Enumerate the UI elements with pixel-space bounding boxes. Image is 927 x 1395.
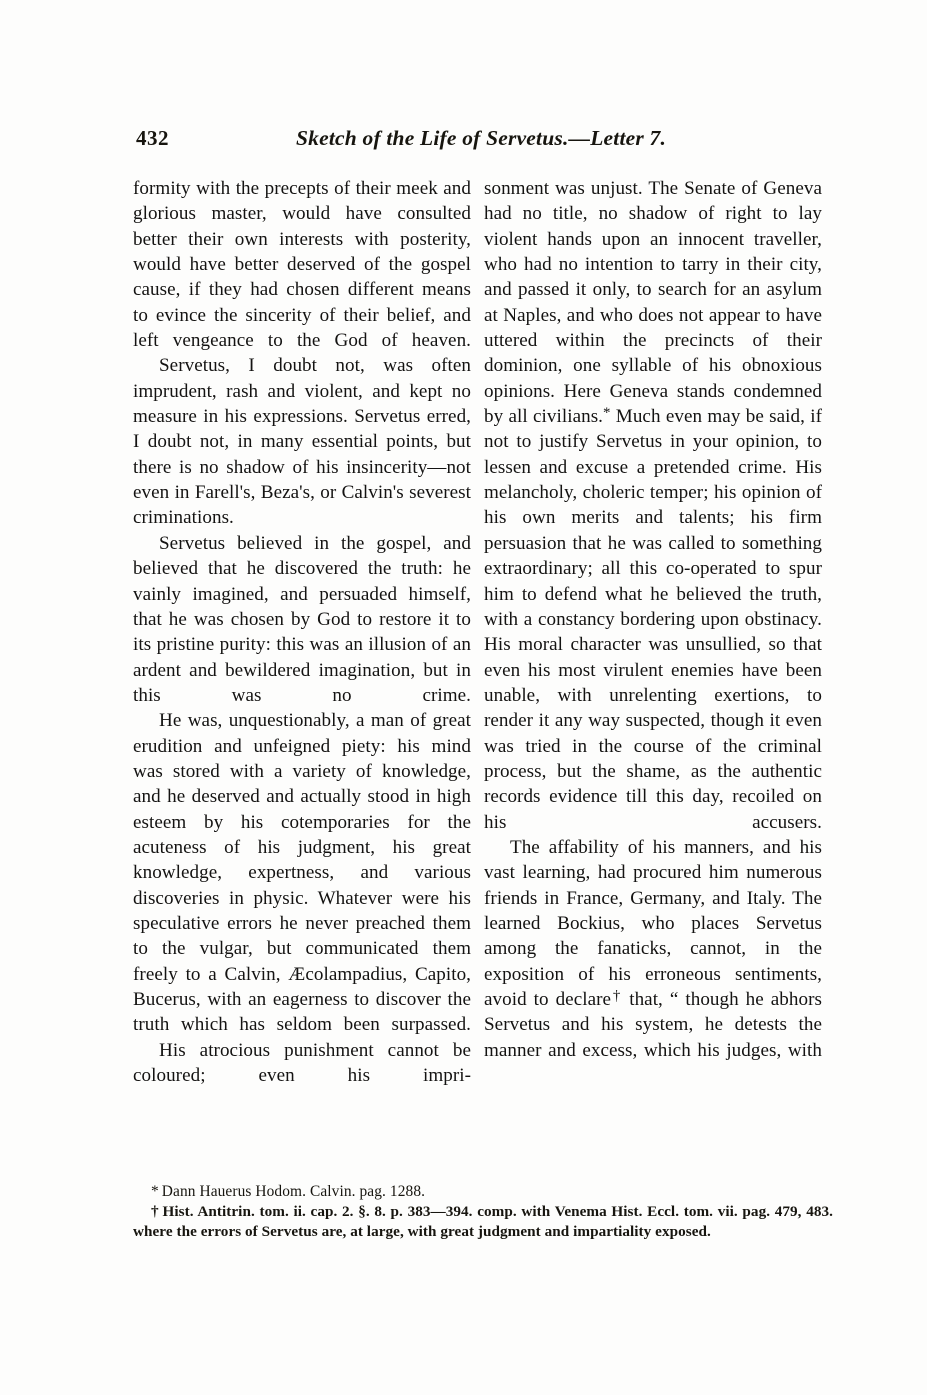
footnote (133, 1182, 833, 1202)
paragraph: Servetus believed in the gospel, and believed that he discovered the truth: he vainly imagined, and persuaded himself, that he was chosen by God to restore it to its pristine purity: this was an illusion of an ardent and bewildered imagination, but in this was no crime. (133, 532, 471, 706)
column-right (484, 176, 822, 1063)
footnotes (133, 1182, 833, 1241)
footnote-marker-dagger: † (151, 1203, 160, 1220)
page-number: 432 (136, 126, 169, 150)
paragraph: His atrocious punishment cannot be coloured; even his impri- (133, 1039, 471, 1087)
footnote-ref-dagger[interactable]: † (611, 988, 623, 1005)
footnote-ref-asterisk[interactable]: * (603, 405, 611, 422)
paragraph: formity with the precepts of their meek and glorious master, would have consulted better their own interests with posterity, would have better deserved of the gospel cause, if they had chosen different means to evince the sincerity of their belief, and left vengeance to the God of heaven. (133, 178, 471, 352)
running-title: Sketch of the Life of Servetus.—Letter 7. (296, 126, 667, 150)
column-left (133, 176, 471, 1088)
paragraph (484, 835, 822, 1063)
footnote-marker-asterisk: * (151, 1183, 159, 1200)
paragraph-text: The affability of his manners, and his vast learning, had procured him numerous friends in France, Germany, and Italy. The learned Bockius, who places Servetus among the fanaticks, cannot, in the exposition of his erroneous sentiments, avoid to declare (484, 836, 822, 1010)
paragraph: He was, unquestionably, a man of great erudition and unfeigned piety: his mind was stored with a variety of knowledge, and he deserved and actually stood in high esteem by his cotemporaries for the acuteness of his judgment, his great knowledge, expertness, and various discoveries in physic. Whatever were his speculative errors he never preached them to the vulgar, but communicated them freely to a Calvin, Æcolampadius, Capito, Bucerus, with an eagerness to discover the truth which has seldom been surpassed. (133, 710, 471, 1036)
paragraph-text: sonment was unjust. The Senate of Geneva had no title, no shadow of right to lay violent hands upon an innocent traveller, who had no intention to tarry in their city, and passed it only, to search for an asylum at Naples, and who does not appear to have uttered within the precincts of their dominion, one syllable of his obnoxious opinions. Here Geneva stands condemned by all civilians. (484, 178, 822, 428)
running-head (136, 126, 796, 156)
footnote-text: Hist. Antitrin. tom. ii. cap. 2. §. 8. p. 383—394. comp. with Venema Hist. Eccl. tom. vii. pag. 479, 483. where the errors of Servetus are, at large, with great judgment and impartiality exposed. (133, 1203, 833, 1240)
footnote-text: Dann Hauerus Hodom. Calvin. pag. 1288. (161, 1183, 426, 1200)
paragraph-text-continued: that, “ though he abhors Servetus and his system, he detests the manner and excess, which his judges, with (484, 989, 822, 1061)
paragraph (484, 176, 822, 835)
footnote (133, 1202, 833, 1241)
paragraph: Servetus, I doubt not, was often imprudent, rash and violent, and kept no measure in his expressions. Servetus erred, I doubt not, in many essential points, but there is no shadow of his insincerity—not even in Farell's, Beza's, or Calvin's severest criminations. (133, 355, 471, 529)
paragraph-text-continued: Much even may be said, if not to justify Servetus in your opinion, to lessen and excuse a pretended crime. His melancholy, choleric temper; his opinion of his own merits and talents; his firm persuasion that he was called to something extraordinary; all this co-operated to spur him to defend what he believed the truth, with a constancy bordering upon obstinacy. His moral character was unsullied, so that even his most virulent enemies have been unable, with unrelenting exertions, to render it any way suspected, though it even was tried in the course of the criminal process, but the shame, as the authentic records evidence till this day, recoiled on his accusers. (484, 406, 822, 833)
